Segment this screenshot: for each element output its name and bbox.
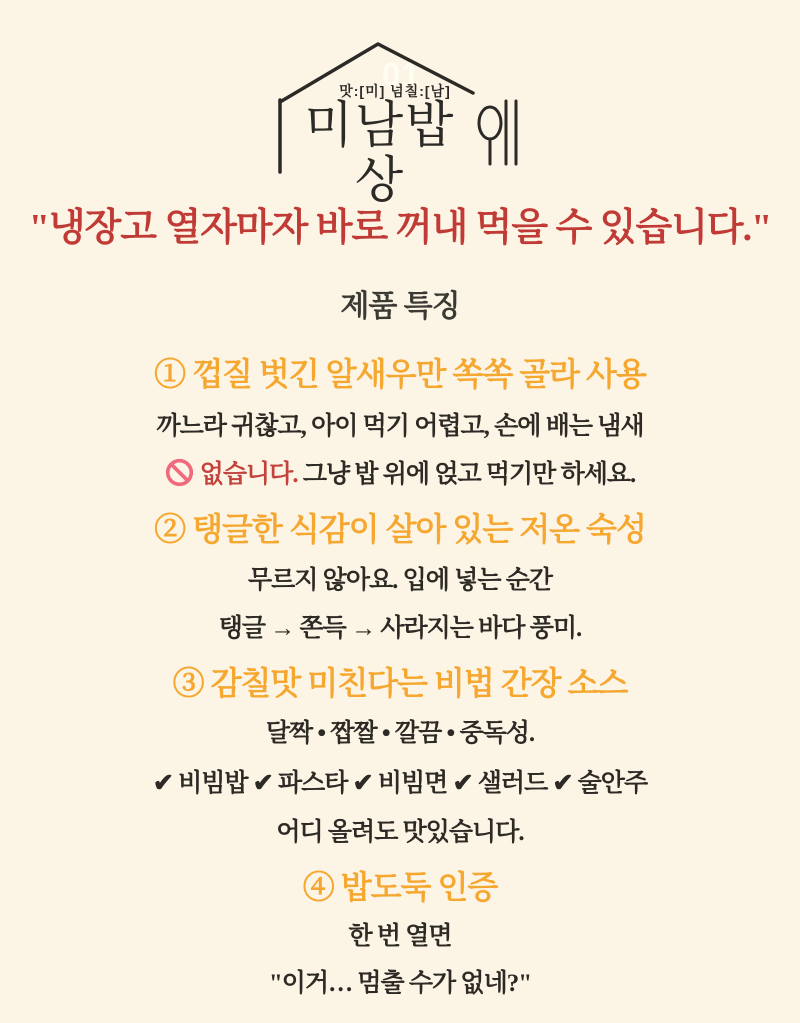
section-title: 제품 특징 [340,290,460,323]
feature1-line2 [0,454,800,490]
feature3-line1: 달짝 • 짭짤 • 깔끔 • 중독성. [265,720,535,747]
feature1-line2-emphasis: 없습니다. [199,461,298,488]
feature2-heading: ② 탱글한 식감이 살아 있는 저온 숙성 [154,511,646,547]
feature4-line2: "이거… 멈출 수가 없네?" [268,970,532,997]
brand-logo [270,38,530,208]
main-headline: "냉장고 열자마자 바로 꺼내 먹을 수 있습니다." [28,207,772,249]
feature3-line3: 어디 올려도 맛있습니다. [276,819,524,846]
brand-name: 미남밥상 [304,97,456,208]
feature2-line1: 무르지 않아요. 입에 넣는 순간 [247,567,553,594]
feature1-heading: ① 껍질 벗긴 알새우만 쏙쏙 골라 사용 [154,356,646,392]
no-entry-icon [165,458,194,487]
feature3-line2: ✔ 비빔밥 ✔ 파스타 ✔ 비빔면 ✔ 샐러드 ✔ 술안주 [152,770,648,797]
feature2-line2: 탱글 → 쫀득 → 사라지는 바다 풍미. [218,615,582,642]
logo-tagline: 맛:[미] 넘칠:[남] [339,83,451,99]
feature4-line1: 한 번 열면 [348,923,452,950]
feature1-line2-rest: 그냥 밥 위에 얹고 먹기만 하세요. [297,461,636,488]
spoon-and-chopsticks-icon [470,98,530,168]
feature4-heading: ④ 밥도둑 인증 [302,869,498,905]
logo-watermark: 01 [382,56,421,93]
feature3-heading: ③ 감칠맛 미친다는 비법 간장 소스 [172,665,628,701]
feature1-line1: 까느라 귀찮고, 아이 먹기 어렵고, 손에 배는 냄새 [156,413,644,440]
